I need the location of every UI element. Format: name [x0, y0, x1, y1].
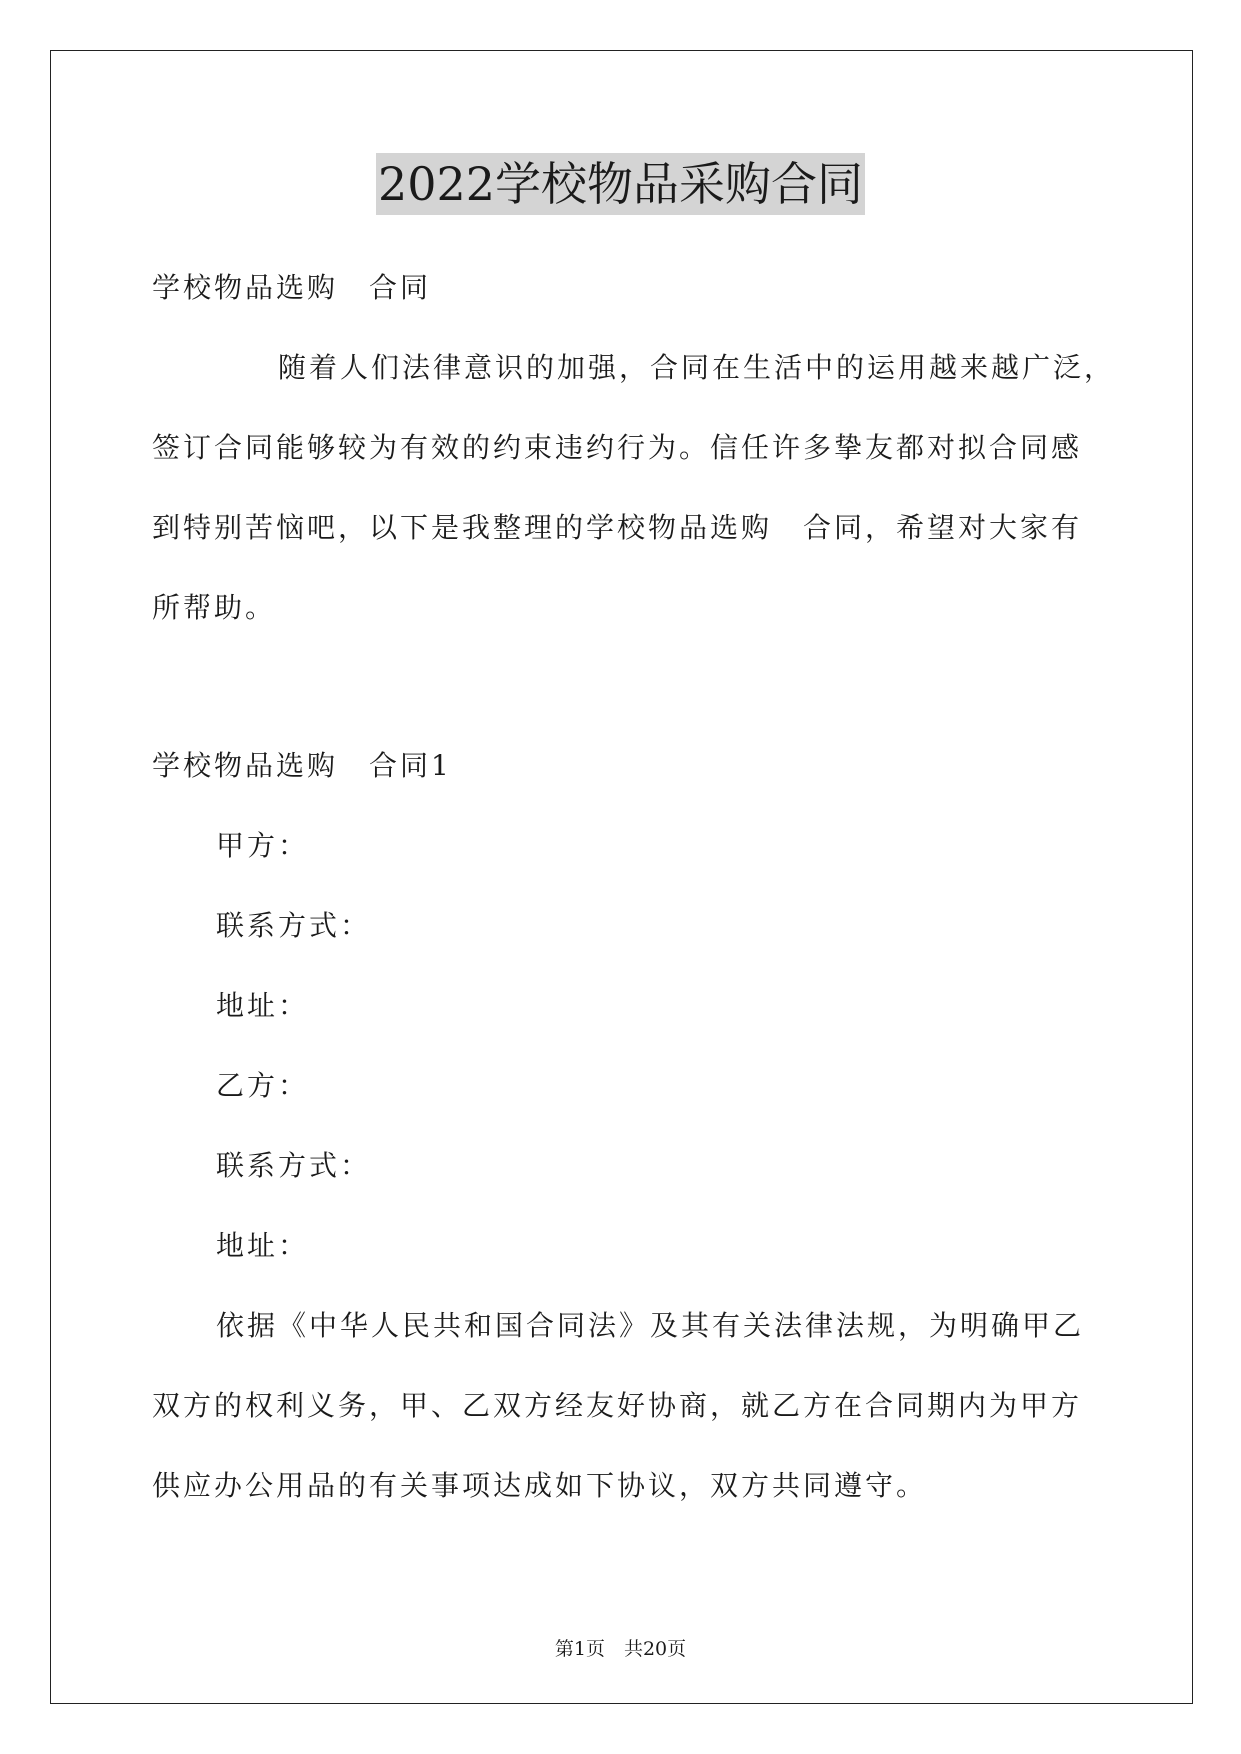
- party-a-contact-label: 联系方式：: [216, 909, 372, 942]
- document-title: 2022学校物品采购合同: [376, 153, 865, 215]
- intro-line-1: 随着人们法律意识的加强，合同在生活中的运用越来越广泛，: [278, 351, 1116, 384]
- intro-line-3: 到特别苦恼吧，以下是我整理的学校物品选购 合同，希望对大家有: [152, 511, 1083, 544]
- intro-line-2: 签订合同能够较为有效的约束违约行为。信任许多挚友都对拟合同感: [152, 431, 1083, 464]
- page-footer: 第1页 共20页: [554, 1638, 687, 1660]
- party-b-address-label: 地址：: [216, 1229, 310, 1262]
- intro-line-4: 所帮助。: [152, 591, 277, 624]
- section-heading: 学校物品选购 合同1: [152, 749, 452, 782]
- body-line-3: 供应办公用品的有关事项达成如下协议，双方共同遵守。: [152, 1469, 928, 1502]
- party-a-label: 甲方：: [216, 829, 310, 862]
- party-a-address-label: 地址：: [216, 989, 310, 1022]
- document-heading: 学校物品选购 合同: [152, 271, 432, 304]
- party-b-contact-label: 联系方式：: [216, 1149, 372, 1182]
- party-b-label: 乙方：: [216, 1069, 310, 1102]
- body-line-1: 依据《中华人民共和国合同法》及其有关法律法规，为明确甲乙: [216, 1309, 1085, 1342]
- title-container: [0, 153, 1241, 215]
- body-line-2: 双方的权利义务，甲、乙双方经友好协商，就乙方在合同期内为甲方: [152, 1389, 1083, 1422]
